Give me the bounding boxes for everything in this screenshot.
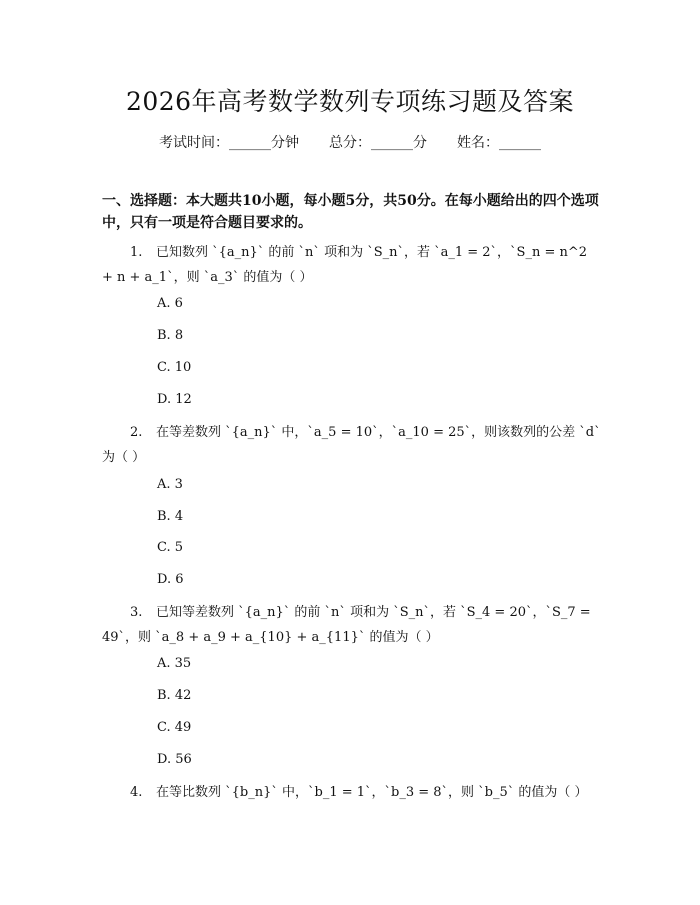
question-number: 4. [130, 785, 143, 800]
question-text: 在等差数列 `{a_n}` 中，`a_5 = 10`，`a_10 = 25`，则该数列的公差 `d` 为（ ） [102, 425, 601, 465]
page-title: 2026年高考数学数列专项练习题及答案 [125, 87, 575, 116]
question-text: 已知数列 `{a_n}` 的前 `n` 项和为 `S_n`，若 `a_1 = 2`，`S_n = n^2 + n + a_1`，则 `a_3` 的值为（ ） [102, 245, 588, 285]
question-2-option-a: A. 3 [157, 477, 183, 492]
question-text: 在等比数列 `{b_n}` 中，`b_1 = 1`，`b_3 = 8`，则 `b_5` 的值为（ ） [156, 785, 588, 800]
question-1-option-c: C. 10 [157, 360, 192, 375]
question-3 [102, 600, 602, 650]
question-number: 3. [130, 605, 143, 620]
question-4 [102, 780, 602, 805]
question-3-option-d: D. 56 [157, 752, 192, 767]
question-1-option-a: A. 6 [157, 296, 183, 311]
question-2-option-c: C. 5 [157, 540, 184, 555]
question-text: 已知等差数列 `{a_n}` 的前 `n` 项和为 `S_n`，若 `S_4 = 20`，`S_7 = 49`，则 `a_8 + a_9 + a_{10} + a_{11}` 的值为（ ） [102, 605, 591, 645]
student-name-field: 姓名：______ [457, 135, 541, 151]
exam-info-line [0, 132, 700, 152]
section-heading: 一、选择题：本大题共10小题，每小题5分，共50分。在每小题给出的四个选项中，只有一项是符合题目要求的。 [102, 193, 599, 231]
question-1-option-b: B. 8 [157, 328, 184, 343]
question-2-option-d: D. 6 [157, 572, 184, 587]
exam-time-field: 考试时间：______分钟 [159, 135, 299, 151]
question-number: 1. [130, 245, 143, 260]
question-1 [102, 240, 602, 290]
question-2 [102, 420, 602, 470]
question-3-option-c: C. 49 [157, 720, 192, 735]
question-3-option-b: B. 42 [157, 688, 192, 703]
total-score-field: 总分：______分 [329, 135, 427, 151]
question-number: 2. [130, 425, 143, 440]
question-2-option-b: B. 4 [157, 509, 184, 524]
question-3-option-a: A. 35 [157, 656, 192, 671]
question-1-option-d: D. 12 [157, 392, 192, 407]
